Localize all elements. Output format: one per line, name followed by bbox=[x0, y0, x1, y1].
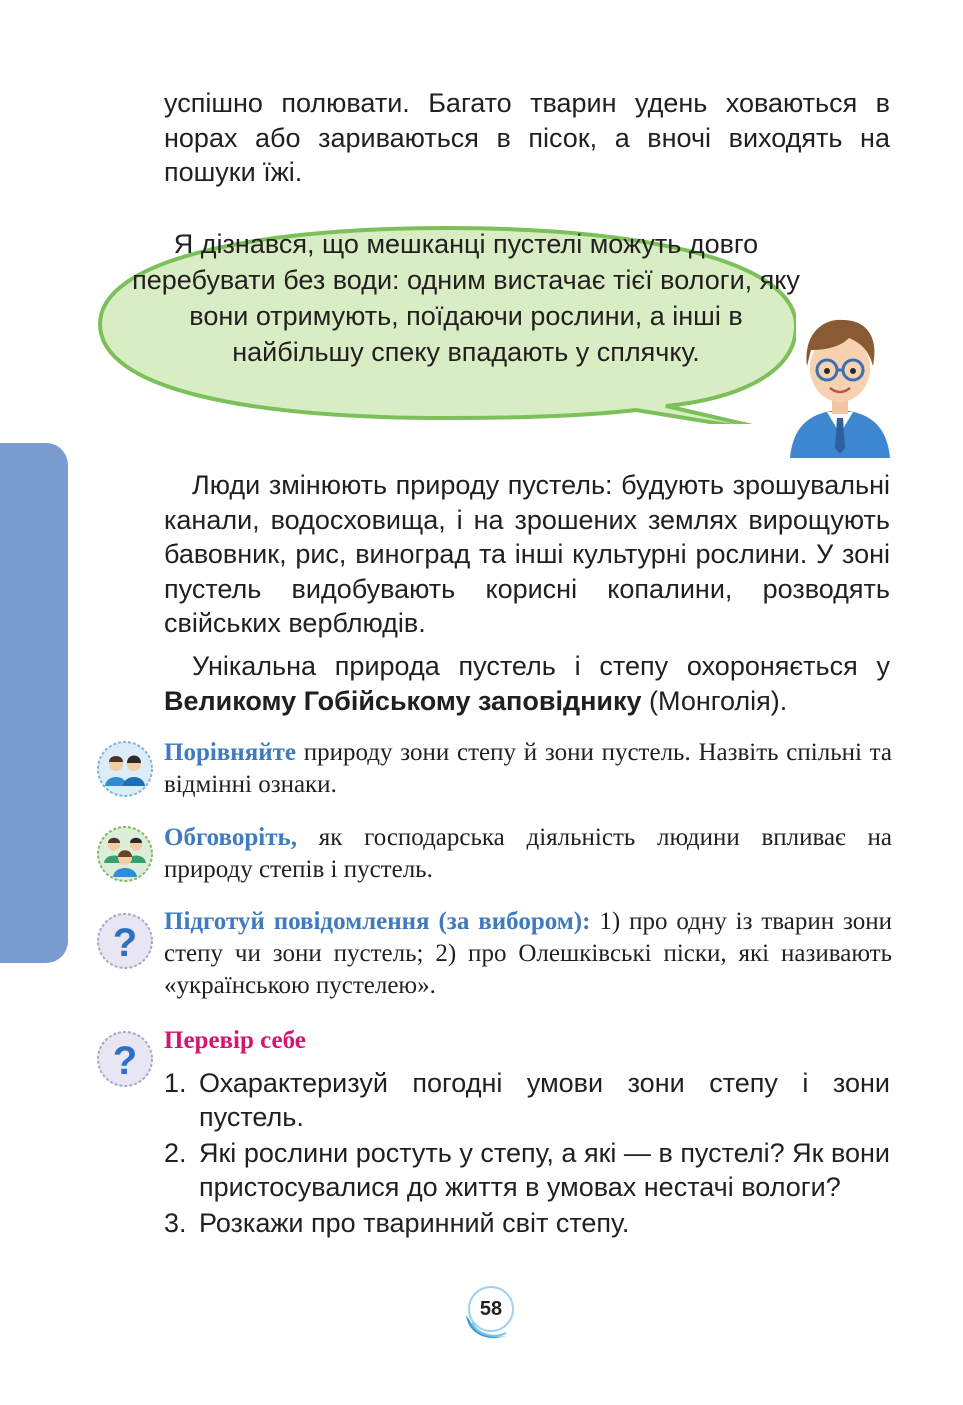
task-prepare-text: 1) про одну із тварин зони степу чи зони пустель; 2) про Олешківські піски, які називають «українською пустелею». bbox=[164, 908, 892, 999]
task-discuss-lead: Обговоріть, bbox=[164, 824, 297, 851]
svg-text:?: ? bbox=[112, 921, 138, 965]
paragraph-gobi-reserve bbox=[164, 649, 890, 718]
gobi-reserve-name: Великому Гобійському заповіднику bbox=[164, 685, 642, 716]
question-text: Які рослини ростуть у степу, а які — в пустелі? Як вони пристосувалися до життя в умовах нестачі вологи? bbox=[199, 1138, 890, 1202]
question-number: 2. bbox=[164, 1138, 187, 1168]
list-item bbox=[164, 1136, 890, 1204]
boy-character-icon bbox=[785, 308, 895, 458]
intro-paragraph: успішно полювати. Багато тварин удень ховаються в норах або зариваються в пісок, а вночі виходять на пошуки їжі. bbox=[164, 88, 890, 187]
question-text: Розкажи про тваринний світ степу. bbox=[199, 1208, 630, 1238]
task-discuss-text: як господарська діяльність людини впливає на природу степів і пустель. bbox=[164, 824, 892, 883]
page-number: 58 bbox=[479, 1298, 503, 1320]
check-yourself-heading bbox=[164, 1025, 892, 1057]
svg-text:?: ? bbox=[112, 1039, 138, 1083]
speech-bubble bbox=[96, 214, 800, 424]
group-work-icon bbox=[96, 825, 154, 883]
question-mark-icon bbox=[96, 1030, 154, 1088]
question-number: 1. bbox=[164, 1068, 187, 1098]
paragraph-people-change-deserts: Люди змінюють природу пустель: будують зрошувальні канали, водосховища, і на зрошених землях вирощують бавовник, рис, виноград та інші культурні рослини. У зоні пустель видобувають корисні копалини, розводять свійських верблюдів. bbox=[164, 470, 890, 638]
pair-work-icon bbox=[96, 740, 154, 798]
list-item bbox=[164, 1066, 890, 1134]
gobi-text-start: Унікальна природа пустель і степу охороняється у bbox=[192, 651, 890, 681]
question-mark-icon bbox=[96, 912, 154, 970]
task-compare-lead: Порівняйте bbox=[164, 739, 297, 766]
task-compare-text: природу зони степу й зони пустель. Назвіть спільні та відмінні ознаки. bbox=[164, 739, 892, 798]
question-text: Охарактеризуй погодні умови зони степу і зони пустель. bbox=[199, 1068, 890, 1132]
question-number: 3. bbox=[164, 1208, 187, 1238]
review-questions-list bbox=[164, 1066, 890, 1242]
page-number-badge bbox=[460, 1285, 526, 1345]
speech-bubble-text: Я дізнався, що мешканці пустелі можуть довго перебувати без води: одним вистачає тієї вологи, яку вони отримують, поїдаючи рослини, а інші в найбільшу спеку впадають у сплячку. bbox=[132, 229, 800, 367]
check-yourself-label: Перевір себе bbox=[164, 1027, 306, 1054]
gobi-text-end: (Монголія). bbox=[641, 685, 788, 716]
list-item bbox=[164, 1206, 890, 1240]
task-compare bbox=[164, 737, 892, 801]
task-prepare-lead: Підготуй повідомлення (за вибором): bbox=[164, 908, 591, 935]
task-discuss bbox=[164, 822, 892, 886]
side-tab-marker bbox=[0, 443, 68, 963]
task-prepare-report bbox=[164, 906, 892, 1002]
